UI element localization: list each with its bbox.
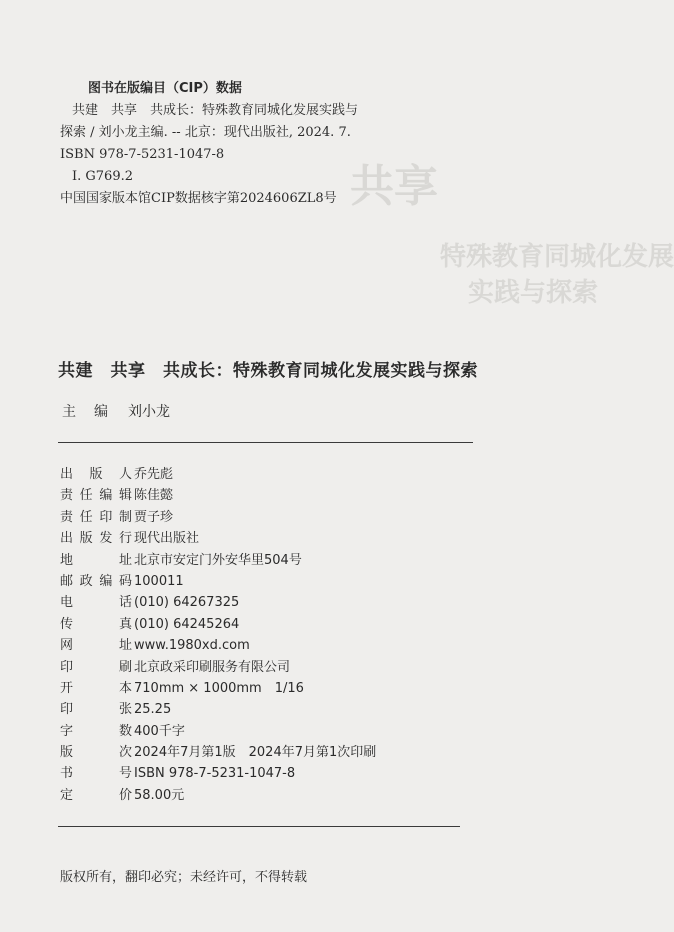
info-row-sheets: 印张 25.25 — [60, 702, 172, 718]
cip-line: Ⅰ. G769.2 — [72, 169, 134, 184]
cip-heading: 图书在版编目（CIP）数据 — [88, 81, 242, 96]
info-row-isbn: 书号 ISBN 978-7-5231-1047-8 — [60, 766, 296, 782]
bleed-through-text: 特殊教育同城化发展 — [440, 242, 674, 272]
bleed-through-text: 共享 — [350, 161, 438, 212]
info-row-distributor: 出版发行 现代出版社 — [60, 531, 200, 547]
info-row-format: 开本 710mm × 1000mm 1/16 — [60, 680, 304, 696]
copyright-notice: 版权所有，翻印必究；未经许可，不得转载 — [60, 870, 308, 885]
info-row-word-count: 字数 400千字 — [60, 723, 185, 739]
info-row-price: 定价 58.00元 — [60, 787, 185, 803]
editor-line — [62, 401, 170, 421]
info-row-website: 网址 www.1980xd.com — [60, 638, 250, 654]
divider — [58, 442, 473, 443]
cip-block — [60, 78, 358, 210]
cip-line: 探索 / 刘小龙主编. -- 北京：现代出版社, 2024. 7. — [60, 125, 351, 140]
cip-line: 共建 共享 共成长：特殊教育同城化发展实践与 — [72, 103, 359, 118]
cip-line: 中国国家版本馆CIP数据核字第2024606ZL8号 — [60, 191, 337, 206]
divider — [58, 826, 460, 827]
info-row-print-supervisor: 责任印制 贾子珍 — [60, 509, 174, 525]
info-row-address: 地址 北京市安定门外安华里504号 — [60, 552, 302, 568]
bleed-through-text: 实践与探索 — [468, 278, 599, 308]
info-row-edition: 版次 2024年7月第1版 2024年7月第1次印刷 — [60, 745, 377, 761]
info-row-postcode: 邮政编码 100011 — [60, 573, 184, 589]
info-row-fax: 传真 (010) 64245264 — [60, 616, 240, 632]
info-row-publisher: 出版人 乔先彪 — [60, 467, 174, 482]
editor-label: 主编 — [62, 404, 126, 420]
info-row-phone: 电话 (010) 64267325 — [60, 595, 240, 611]
info-row-printer: 印刷 北京政采印刷服务有限公司 — [60, 659, 291, 675]
publication-info — [60, 464, 376, 806]
info-row-editor: 责任编辑 陈佳懿 — [60, 488, 174, 504]
cip-line: ISBN 978-7-5231-1047-8 — [60, 147, 225, 162]
book-title: 共建 共享 共成长：特殊教育同城化发展实践与探索 — [58, 361, 478, 381]
editor-name: 刘小龙 — [128, 404, 170, 420]
